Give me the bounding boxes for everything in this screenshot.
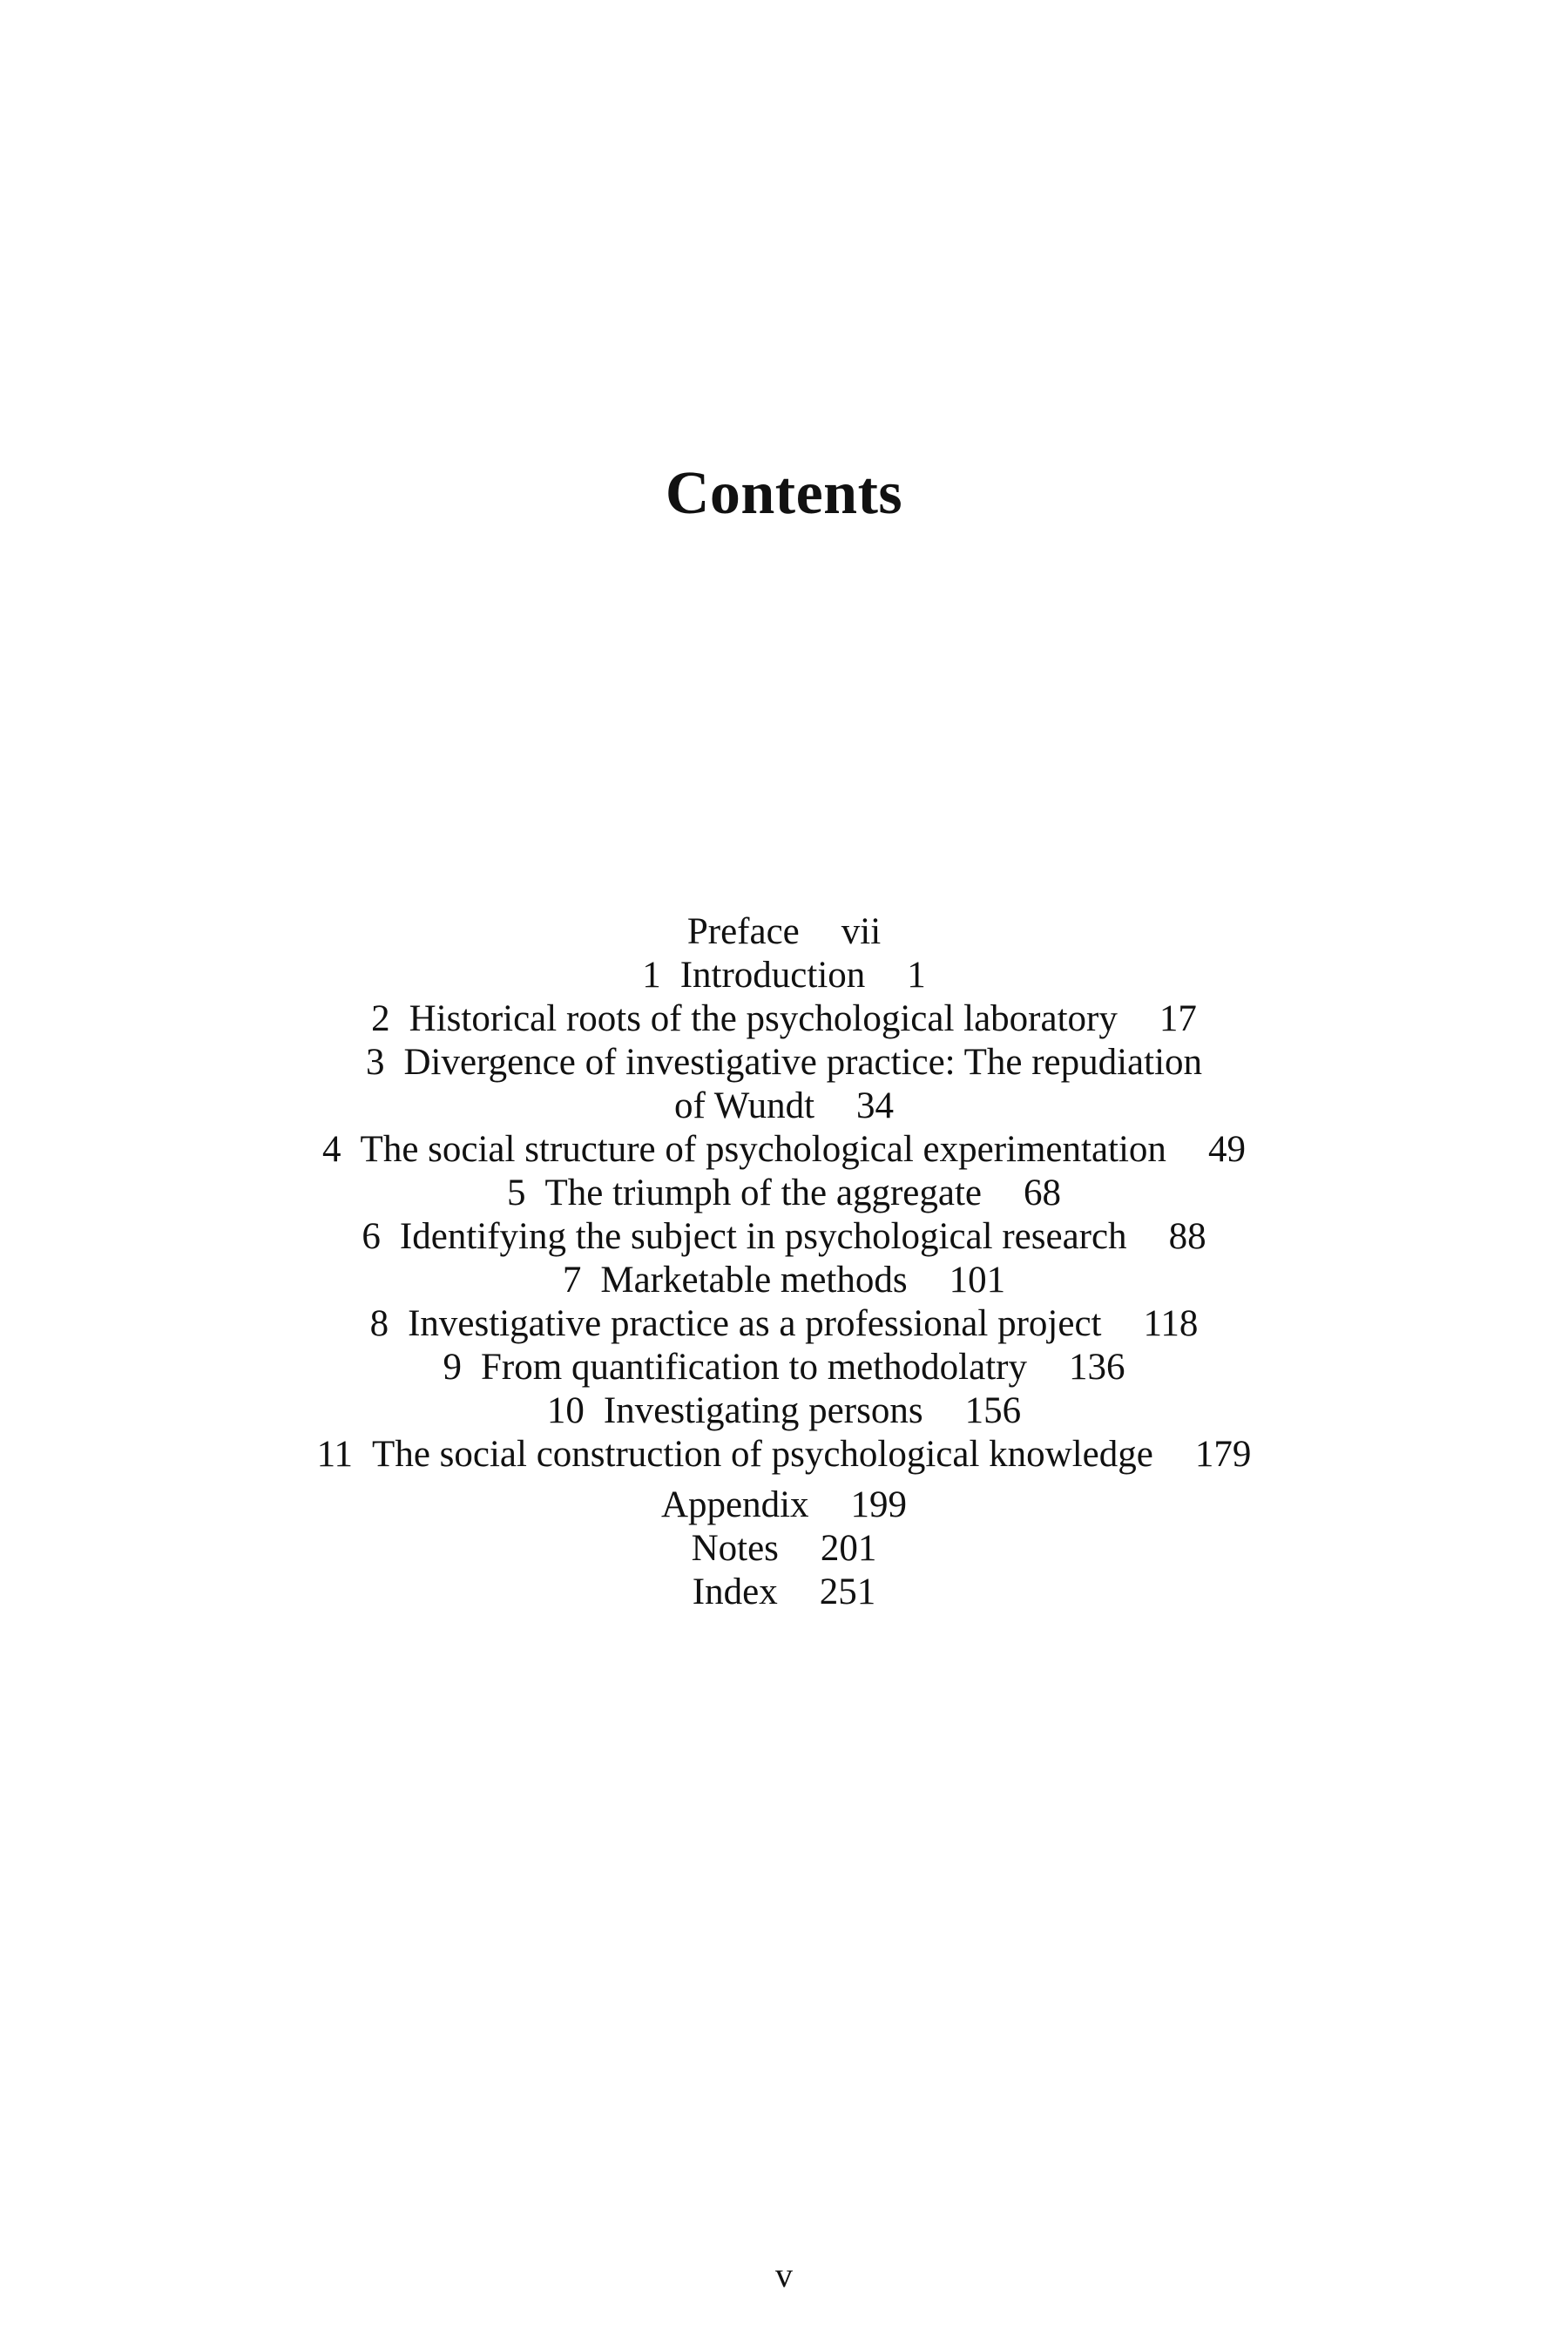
chapter-number: 11 [316,1434,354,1475]
chapter-page: 68 [1023,1173,1061,1213]
chapter-title: Investigating persons [603,1390,923,1431]
chapter-number: 8 [369,1303,389,1344]
chapter-page: 101 [949,1260,1006,1301]
chapter-page: 136 [1068,1347,1125,1388]
page-title: Contents [665,459,903,527]
chapter-title: Identifying the subject in psychological research [399,1216,1127,1257]
toc-entry-chapter-9 [0,1346,1568,1389]
toc-entry-label: Appendix [660,1484,809,1525]
toc-entry-label: Notes [691,1528,779,1569]
toc-entry-page: 251 [819,1571,876,1612]
toc-entry-chapter-6 [0,1215,1568,1259]
toc-entry-page: 201 [820,1528,877,1569]
chapter-page: 17 [1159,998,1197,1039]
toc-entry-page: vii [841,911,882,952]
chapter-title: From quantification to methodolatry [481,1347,1027,1388]
chapter-number: 10 [546,1390,585,1431]
chapter-title: The triumph of the aggregate [544,1173,982,1213]
toc-entry-chapter-5 [0,1172,1568,1215]
chapter-number: 6 [362,1216,381,1257]
chapter-number: 7 [562,1260,582,1301]
toc-entry-preface [0,910,1568,954]
chapter-page: 1 [907,955,926,996]
toc-entry-notes [0,1527,1568,1571]
toc-entry-chapter-1 [0,954,1568,997]
chapter-number: 3 [365,1042,385,1083]
chapter-title: The social structure of psychological experimentation [360,1129,1166,1170]
toc-entry-chapter-4 [0,1128,1568,1172]
chapter-title: The social construction of psychological knowledge [372,1434,1153,1475]
chapter-title: Introduction [679,955,866,996]
chapter-title-continuation: of Wundt [673,1085,815,1126]
chapter-number: 4 [322,1129,341,1170]
toc-entry-page: 199 [850,1484,908,1525]
table-of-contents [0,910,1568,1614]
toc-entry-label: Index [692,1571,778,1612]
chapter-page: 49 [1207,1129,1246,1170]
toc-entry-chapter-3 [0,1041,1568,1085]
page-number: v [775,2255,793,2295]
toc-entry-chapter-11 [0,1433,1568,1477]
chapter-page: 179 [1194,1434,1252,1475]
chapter-number: 1 [642,955,661,996]
chapter-number: 9 [443,1347,463,1388]
chapter-page: 118 [1143,1303,1199,1344]
chapter-page: 156 [964,1390,1022,1431]
chapter-title: Investigative practice as a professional project [408,1303,1102,1344]
toc-entry-appendix [0,1484,1568,1527]
toc-entry-label: Preface [686,911,800,952]
toc-entry-chapter-8 [0,1302,1568,1346]
toc-entry-chapter-7 [0,1259,1568,1302]
toc-entry-chapter-2 [0,997,1568,1041]
chapter-number: 5 [507,1173,526,1213]
chapter-page: 34 [856,1085,895,1126]
toc-entry-chapter-10 [0,1389,1568,1433]
toc-entry-index [0,1571,1568,1614]
chapter-number: 2 [371,998,390,1039]
toc-entry-chapter-3-continued [0,1085,1568,1128]
chapter-page: 88 [1168,1216,1206,1257]
chapter-title: Historical roots of the psychological laboratory [409,998,1118,1039]
chapter-title: Divergence of investigative practice: The repudiation [403,1042,1203,1083]
chapter-title: Marketable methods [600,1260,908,1301]
